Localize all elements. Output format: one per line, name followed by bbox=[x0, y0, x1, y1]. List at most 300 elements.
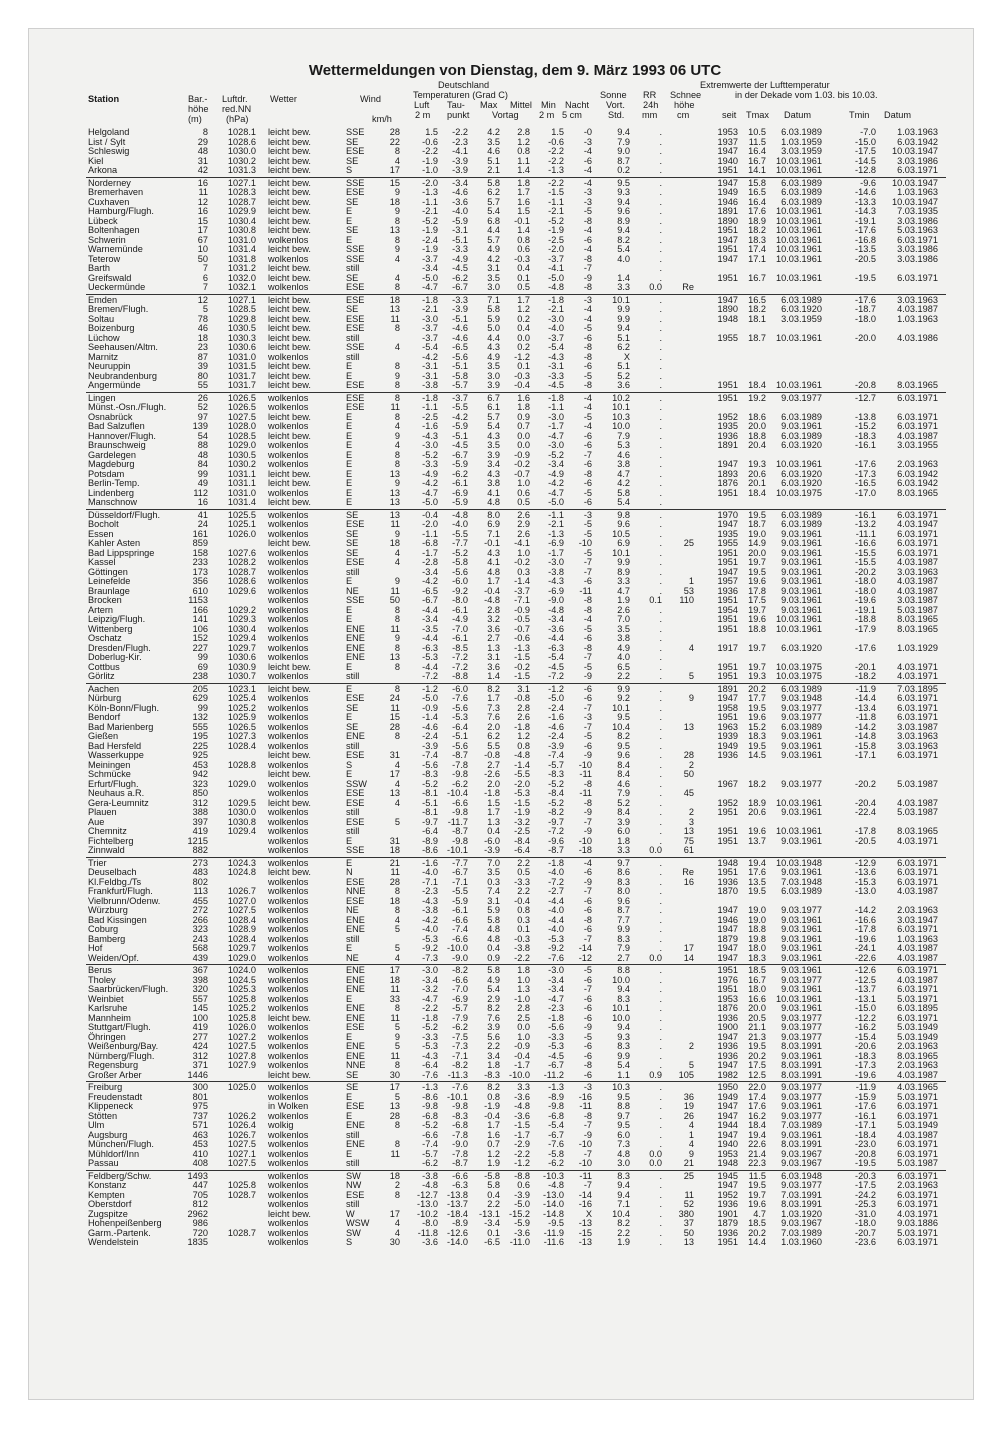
tmin-date: 5.03.1963 bbox=[878, 226, 938, 236]
sunshine: 8.7 bbox=[600, 906, 630, 916]
dew-point: -6.0 bbox=[440, 577, 468, 587]
sunshine: 10.1 bbox=[600, 549, 630, 559]
wind-direction: ENE bbox=[346, 625, 376, 635]
sunshine: 4.9 bbox=[600, 644, 630, 654]
barometer-height: 859 bbox=[180, 539, 208, 549]
min-2m: -8.7 bbox=[534, 846, 564, 856]
min-2m: -9.0 bbox=[534, 596, 564, 606]
min-2m: -7.4 bbox=[534, 751, 564, 761]
wind-direction: ENE bbox=[346, 916, 376, 926]
tmax-date: 10.03.1961 bbox=[770, 226, 822, 236]
table-row bbox=[0, 615, 1000, 625]
station-name: Großer Arber bbox=[88, 1071, 188, 1081]
air-pressure: 1028.0 bbox=[214, 422, 256, 432]
min-2m: -1.8 bbox=[534, 1014, 564, 1024]
station-name: Leipzig/Flugh. bbox=[88, 615, 188, 625]
tmax-date: 6.03.1989 bbox=[770, 188, 822, 198]
since-year: 1952 bbox=[712, 1191, 738, 1201]
weather: wolkenlos bbox=[268, 944, 348, 954]
station-name: Freiburg bbox=[88, 1083, 188, 1093]
wind-direction: ENE bbox=[346, 653, 376, 663]
sunshine: 9.4 bbox=[600, 1181, 630, 1191]
sunshine: 2.2 bbox=[600, 672, 630, 682]
wind-speed: 18 bbox=[380, 846, 400, 856]
wind-speed: 8 bbox=[380, 394, 400, 404]
air-temp: -4.4 bbox=[410, 606, 438, 616]
station-name: Barth bbox=[88, 264, 188, 274]
station-name: Essen bbox=[88, 530, 188, 540]
min-2m: -5.8 bbox=[534, 1150, 564, 1160]
min-5cm: -5 bbox=[566, 520, 592, 530]
station-name: Bad Kissingen bbox=[88, 916, 188, 926]
wind-direction: E bbox=[346, 432, 376, 442]
wind-speed: 4 bbox=[380, 1219, 400, 1229]
sunshine: 8.3 bbox=[600, 935, 630, 945]
min-5cm: -7 bbox=[566, 985, 592, 995]
min-2m: -1.3 bbox=[534, 166, 564, 176]
mean-temp: 0.0 bbox=[504, 1023, 530, 1033]
tmax: 18.9 bbox=[742, 799, 766, 809]
snow-depth: 28 bbox=[668, 751, 694, 761]
wind-direction: still bbox=[346, 264, 376, 274]
tmin: -17.6 bbox=[838, 296, 876, 306]
min-5cm: -8 bbox=[566, 217, 592, 227]
wind-speed: 4 bbox=[380, 799, 400, 809]
station-name: Warnemünde bbox=[88, 245, 188, 255]
max-temp: 3.1 bbox=[474, 897, 500, 907]
min-5cm: -6 bbox=[566, 236, 592, 246]
max-temp: 6.8 bbox=[474, 217, 500, 227]
wind-direction: still bbox=[346, 568, 376, 578]
air-temp: -8.9 bbox=[410, 837, 438, 847]
since-year: 1951 bbox=[712, 166, 738, 176]
min-5cm: -5 bbox=[566, 530, 592, 540]
air-pressure: 1024.0 bbox=[214, 966, 256, 976]
weather: leicht bew. bbox=[268, 799, 348, 809]
air-temp: -4.3 bbox=[410, 897, 438, 907]
tmax-date: 10.03.1961 bbox=[770, 995, 822, 1005]
station-name: Potsdam bbox=[88, 470, 188, 480]
tmax-date: 10.03.1948 bbox=[770, 859, 822, 869]
wind-speed: 8 bbox=[380, 362, 400, 372]
weather: wolkenlos bbox=[268, 985, 348, 995]
tmin-date: 3.03.1963 bbox=[878, 296, 938, 306]
table-row bbox=[0, 138, 1000, 148]
weather: wolkenlos bbox=[268, 606, 348, 616]
mean-temp: 1.2 bbox=[504, 305, 530, 315]
tmax: 17.6 bbox=[742, 207, 766, 217]
since-year: 1879 bbox=[712, 935, 738, 945]
barometer-height: 173 bbox=[180, 568, 208, 578]
weather: leicht bew. bbox=[268, 663, 348, 673]
max-temp: -3.9 bbox=[474, 846, 500, 856]
air-pressure: 1031.4 bbox=[214, 245, 256, 255]
tmax-date: 9.03.1967 bbox=[770, 1150, 822, 1160]
min-2m: -4.4 bbox=[534, 897, 564, 907]
air-temp: -6.3 bbox=[410, 644, 438, 654]
wind-speed: 28 bbox=[380, 1112, 400, 1122]
air-temp: -4.2 bbox=[410, 577, 438, 587]
wind-direction: SE bbox=[346, 549, 376, 559]
tmin: -15.3 bbox=[838, 878, 876, 888]
dew-point: -6.7 bbox=[440, 868, 468, 878]
station-name: Kahler Asten bbox=[88, 539, 188, 549]
barometer-height: 158 bbox=[180, 549, 208, 559]
air-pressure: 1025.1 bbox=[214, 520, 256, 530]
wind-direction: ESE bbox=[346, 897, 376, 907]
min-2m: -13.0 bbox=[534, 1191, 564, 1201]
weather: wolkenlos bbox=[268, 511, 348, 521]
wind-direction: ESE bbox=[346, 283, 376, 293]
mean-temp: -0.1 bbox=[504, 217, 530, 227]
since-year: 1953 bbox=[712, 1150, 738, 1160]
table-row bbox=[0, 147, 1000, 157]
station-name: Weinbiet bbox=[88, 995, 188, 1005]
sunshine: 10.1 bbox=[600, 403, 630, 413]
weather: wolkenlos bbox=[268, 451, 348, 461]
since-year: 1951 bbox=[712, 245, 738, 255]
precipitation: . bbox=[636, 723, 662, 733]
tmin: -20.2 bbox=[838, 568, 876, 578]
weather: leicht bew. bbox=[268, 198, 348, 208]
sunshine: 10.5 bbox=[600, 530, 630, 540]
wind-direction: ESE bbox=[346, 147, 376, 157]
wind-speed: 17 bbox=[380, 966, 400, 976]
wind-speed: 9 bbox=[380, 207, 400, 217]
wind-direction: E bbox=[346, 479, 376, 489]
station-name: Bad Marienberg bbox=[88, 723, 188, 733]
barometer-height: 1215 bbox=[180, 837, 208, 847]
min-5cm: -8 bbox=[566, 470, 592, 480]
min-2m: -2.0 bbox=[534, 245, 564, 255]
mean-temp: -2.5 bbox=[504, 827, 530, 837]
max-temp: 2.7 bbox=[474, 761, 500, 771]
sunshine: 6.2 bbox=[600, 343, 630, 353]
tmax: 19.0 bbox=[742, 916, 766, 926]
mean-temp: 1.0 bbox=[504, 549, 530, 559]
max-temp: 3.2 bbox=[474, 615, 500, 625]
air-temp: -2.1 bbox=[410, 207, 438, 217]
station-name: Lindenberg bbox=[88, 489, 188, 499]
tmin: -13.6 bbox=[838, 868, 876, 878]
tmax-date: 9.03.1977 bbox=[770, 704, 822, 714]
wind-speed: 4 bbox=[380, 343, 400, 353]
station-name: Neubrandenburg bbox=[88, 372, 188, 382]
tmax-date: 8.03.1991 bbox=[770, 1200, 822, 1210]
precipitation: . bbox=[636, 1061, 662, 1071]
tmin: -25.3 bbox=[838, 1200, 876, 1210]
max-temp: 4.9 bbox=[474, 245, 500, 255]
station-group bbox=[0, 859, 1000, 964]
max-temp: -0.4 bbox=[474, 587, 500, 597]
since-year: 1947 bbox=[712, 520, 738, 530]
dew-point: -11.3 bbox=[440, 1071, 468, 1081]
tmax-date: 10.03.1961 bbox=[770, 207, 822, 217]
weather: leicht bew. bbox=[268, 138, 348, 148]
precipitation: . bbox=[636, 353, 662, 363]
sunshine: 5.1 bbox=[600, 362, 630, 372]
tmin: -11.9 bbox=[838, 1083, 876, 1093]
precipitation: . bbox=[636, 539, 662, 549]
since-year: 1958 bbox=[712, 704, 738, 714]
wind-direction: ESE bbox=[346, 1023, 376, 1033]
station-name: Bad Salzuflen bbox=[88, 422, 188, 432]
min-2m: -9.8 bbox=[534, 1102, 564, 1112]
max-temp: -4.8 bbox=[474, 596, 500, 606]
precipitation: . bbox=[636, 147, 662, 157]
min-2m: -4.0 bbox=[534, 324, 564, 334]
table-row bbox=[0, 644, 1000, 654]
tmax: 15.2 bbox=[742, 723, 766, 733]
min-2m: -2.2 bbox=[534, 157, 564, 167]
wind-speed: 11 bbox=[380, 985, 400, 995]
wind-direction: ESE bbox=[346, 315, 376, 325]
air-pressure: 1031.0 bbox=[214, 489, 256, 499]
air-temp: -8.6 bbox=[410, 846, 438, 856]
tmax-date: 7.03.1991 bbox=[770, 1191, 822, 1201]
min-2m: -7.6 bbox=[534, 954, 564, 964]
air-temp: -3.4 bbox=[410, 976, 438, 986]
since-year: 1953 bbox=[712, 995, 738, 1005]
since-year: 1951 bbox=[712, 596, 738, 606]
air-temp: -3.3 bbox=[410, 1033, 438, 1043]
mean-temp: 3.1 bbox=[504, 685, 530, 695]
since-year: 1953 bbox=[712, 128, 738, 138]
precipitation: 0.0 bbox=[636, 283, 662, 293]
max-temp: 5.8 bbox=[474, 966, 500, 976]
barometer-height: 610 bbox=[180, 587, 208, 597]
min-2m: -9.5 bbox=[534, 1219, 564, 1229]
wind-speed: 8 bbox=[380, 606, 400, 616]
tmin-date: 6.03.1942 bbox=[878, 470, 938, 480]
min-2m: -6.2 bbox=[534, 1159, 564, 1169]
tmin-date: 6.03.1971 bbox=[878, 274, 938, 284]
table-row bbox=[0, 1112, 1000, 1122]
station-name: Teterow bbox=[88, 255, 188, 265]
since-year: 1967 bbox=[712, 780, 738, 790]
air-pressure: 1027.5 bbox=[214, 1140, 256, 1150]
tmax: 18.2 bbox=[742, 226, 766, 236]
station-group bbox=[0, 128, 1000, 176]
precipitation: . bbox=[636, 644, 662, 654]
weather: wolkenlos bbox=[268, 283, 348, 293]
max-temp: 2.1 bbox=[474, 166, 500, 176]
dew-point: -5.6 bbox=[440, 704, 468, 714]
tmin: -22.4 bbox=[838, 808, 876, 818]
precipitation: 0.9 bbox=[636, 1071, 662, 1081]
tmax-date: 9.03.1977 bbox=[770, 1023, 822, 1033]
air-pressure: 1028.4 bbox=[214, 935, 256, 945]
dew-point: -7.7 bbox=[440, 859, 468, 869]
tmin: -14.3 bbox=[838, 207, 876, 217]
table-row bbox=[0, 818, 1000, 828]
station-name: Bocholt bbox=[88, 520, 188, 530]
tmax: 16.4 bbox=[742, 198, 766, 208]
dew-point: -6.4 bbox=[440, 723, 468, 733]
tmin-date: 5.03.1987 bbox=[878, 780, 938, 790]
tmax: 18.0 bbox=[742, 985, 766, 995]
precipitation: . bbox=[636, 324, 662, 334]
barometer-height: 46 bbox=[180, 324, 208, 334]
wind-speed: 18 bbox=[380, 198, 400, 208]
tmin: -12.7 bbox=[838, 394, 876, 404]
air-pressure: 1026.7 bbox=[214, 887, 256, 897]
precipitation: . bbox=[636, 1131, 662, 1141]
tmin: -17.6 bbox=[838, 226, 876, 236]
station-name: Chemnitz bbox=[88, 827, 188, 837]
precipitation: . bbox=[636, 362, 662, 372]
min-2m: -1.7 bbox=[534, 422, 564, 432]
since-year: 1963 bbox=[712, 723, 738, 733]
tmax: 4.7 bbox=[742, 1210, 766, 1220]
station-name: Boizenburg bbox=[88, 324, 188, 334]
dew-point: -8.8 bbox=[440, 672, 468, 682]
precipitation: . bbox=[636, 1033, 662, 1043]
dew-point: -2.2 bbox=[440, 128, 468, 138]
precipitation: . bbox=[636, 138, 662, 148]
tmin-date: 6.03.1971 bbox=[878, 236, 938, 246]
tmax-date: 9.03.1977 bbox=[770, 1093, 822, 1103]
table-row bbox=[0, 761, 1000, 771]
air-temp: -1.1 bbox=[410, 198, 438, 208]
since-year: 1948 bbox=[712, 1159, 738, 1169]
precipitation: . bbox=[636, 1083, 662, 1093]
mean-temp: -0.4 bbox=[504, 1052, 530, 1062]
dew-point: -4.2 bbox=[440, 413, 468, 423]
sunshine: 9.5 bbox=[600, 742, 630, 752]
weather: wolkenlos bbox=[268, 713, 348, 723]
precipitation: . bbox=[636, 1200, 662, 1210]
precipitation: . bbox=[636, 1229, 662, 1239]
dew-point: -3.9 bbox=[440, 157, 468, 167]
dew-point: -5.9 bbox=[440, 498, 468, 508]
station-name: Bendorf bbox=[88, 713, 188, 723]
table-row bbox=[0, 451, 1000, 461]
max-temp: 1.3 bbox=[474, 644, 500, 654]
wind-speed: 8 bbox=[380, 1121, 400, 1131]
air-temp: -6.6 bbox=[410, 1131, 438, 1141]
mean-temp: -1.7 bbox=[504, 1061, 530, 1071]
wind-direction: SE bbox=[346, 539, 376, 549]
air-temp: -6.8 bbox=[410, 539, 438, 549]
since-year: 1949 bbox=[712, 1093, 738, 1103]
dew-point: -4.0 bbox=[440, 520, 468, 530]
air-temp: -1.9 bbox=[410, 245, 438, 255]
max-temp: 5.4 bbox=[474, 422, 500, 432]
precipitation: . bbox=[636, 625, 662, 635]
since-year: 1951 bbox=[712, 489, 738, 499]
dew-point: -6.1 bbox=[440, 479, 468, 489]
min-2m: -1.8 bbox=[534, 296, 564, 306]
barometer-height: 812 bbox=[180, 1200, 208, 1210]
table-row bbox=[0, 1172, 1000, 1182]
tmax-date: 9.03.1961 bbox=[770, 539, 822, 549]
mean-temp: -6.4 bbox=[504, 846, 530, 856]
min-2m: -9.6 bbox=[534, 837, 564, 847]
tmax-date: 9.03.1961 bbox=[770, 1131, 822, 1141]
tmin: -17.6 bbox=[838, 644, 876, 654]
tmax-date: 9.03.1961 bbox=[770, 1052, 822, 1062]
barometer-height: 139 bbox=[180, 422, 208, 432]
weather: wolkenlos bbox=[268, 1200, 348, 1210]
wind-direction: SE bbox=[346, 1071, 376, 1081]
station-name: Garm.-Partenk. bbox=[88, 1229, 188, 1239]
wind-speed: 28 bbox=[380, 128, 400, 138]
weather: leicht bew. bbox=[268, 226, 348, 236]
precipitation: . bbox=[636, 966, 662, 976]
barometer-height: 52 bbox=[180, 403, 208, 413]
tmin-date: 4.03.1987 bbox=[878, 432, 938, 442]
min-5cm: -5 bbox=[566, 1033, 592, 1043]
mean-temp: -3.6 bbox=[504, 1093, 530, 1103]
max-temp: 4.3 bbox=[474, 470, 500, 480]
dew-point: -5.8 bbox=[440, 558, 468, 568]
barometer-height: 424 bbox=[180, 1042, 208, 1052]
station-name: Klippeneck bbox=[88, 1102, 188, 1112]
mean-temp: 0.0 bbox=[504, 432, 530, 442]
dew-point: -18.4 bbox=[440, 1210, 468, 1220]
wind-direction: ESE bbox=[346, 1191, 376, 1201]
tmin: -20.3 bbox=[838, 1172, 876, 1182]
sunshine: 7.9 bbox=[600, 138, 630, 148]
table-row bbox=[0, 1102, 1000, 1112]
tmin-date: 4.03.1987 bbox=[878, 305, 938, 315]
min-5cm: -6 bbox=[566, 742, 592, 752]
air-pressure: 1031.1 bbox=[214, 470, 256, 480]
tmin-date: 6.03.1971 bbox=[878, 1172, 938, 1182]
weather: leicht bew. bbox=[268, 470, 348, 480]
barometer-height: 87 bbox=[180, 353, 208, 363]
air-temp: -7.2 bbox=[410, 672, 438, 682]
precipitation: . bbox=[636, 1023, 662, 1033]
tmin-date: 6.03.1971 bbox=[878, 1238, 938, 1248]
table-row bbox=[0, 460, 1000, 470]
min-2m: -1.3 bbox=[534, 530, 564, 540]
precipitation: . bbox=[636, 1102, 662, 1112]
table-row bbox=[0, 577, 1000, 587]
wind-direction: ESE bbox=[346, 324, 376, 334]
snow-depth: 75 bbox=[668, 837, 694, 847]
tmin-date: 6.03.1942 bbox=[878, 479, 938, 489]
tmin: -20.6 bbox=[838, 1042, 876, 1052]
wind-speed: 11 bbox=[380, 625, 400, 635]
station-name: Wendelstein bbox=[88, 1238, 188, 1248]
weather: leicht bew. bbox=[268, 217, 348, 227]
table-row bbox=[0, 305, 1000, 315]
min-2m: -3.7 bbox=[534, 255, 564, 265]
since-year: 1951 bbox=[712, 672, 738, 682]
weather: wolkenlos bbox=[268, 644, 348, 654]
wind-direction: E bbox=[346, 422, 376, 432]
sunshine: 1.9 bbox=[600, 596, 630, 606]
table-row bbox=[0, 859, 1000, 869]
station-name: Freudenstadt bbox=[88, 1093, 188, 1103]
barometer-height: 12 bbox=[180, 296, 208, 306]
dew-point: -9.0 bbox=[440, 954, 468, 964]
barometer-height: 453 bbox=[180, 761, 208, 771]
max-temp: 4.4 bbox=[474, 226, 500, 236]
station-name: Frankfurt/Flugh. bbox=[88, 887, 188, 897]
mean-temp: -15.2 bbox=[504, 1210, 530, 1220]
tmax-date: 6.03.1989 bbox=[770, 432, 822, 442]
min-5cm: -4 bbox=[566, 245, 592, 255]
wind-direction: ENE bbox=[346, 644, 376, 654]
weather: leicht bew. bbox=[268, 381, 348, 391]
tmin: -24.1 bbox=[838, 944, 876, 954]
mean-temp: -1.7 bbox=[504, 1131, 530, 1141]
tmax: 14.4 bbox=[742, 1238, 766, 1248]
barometer-height: 447 bbox=[180, 1181, 208, 1191]
